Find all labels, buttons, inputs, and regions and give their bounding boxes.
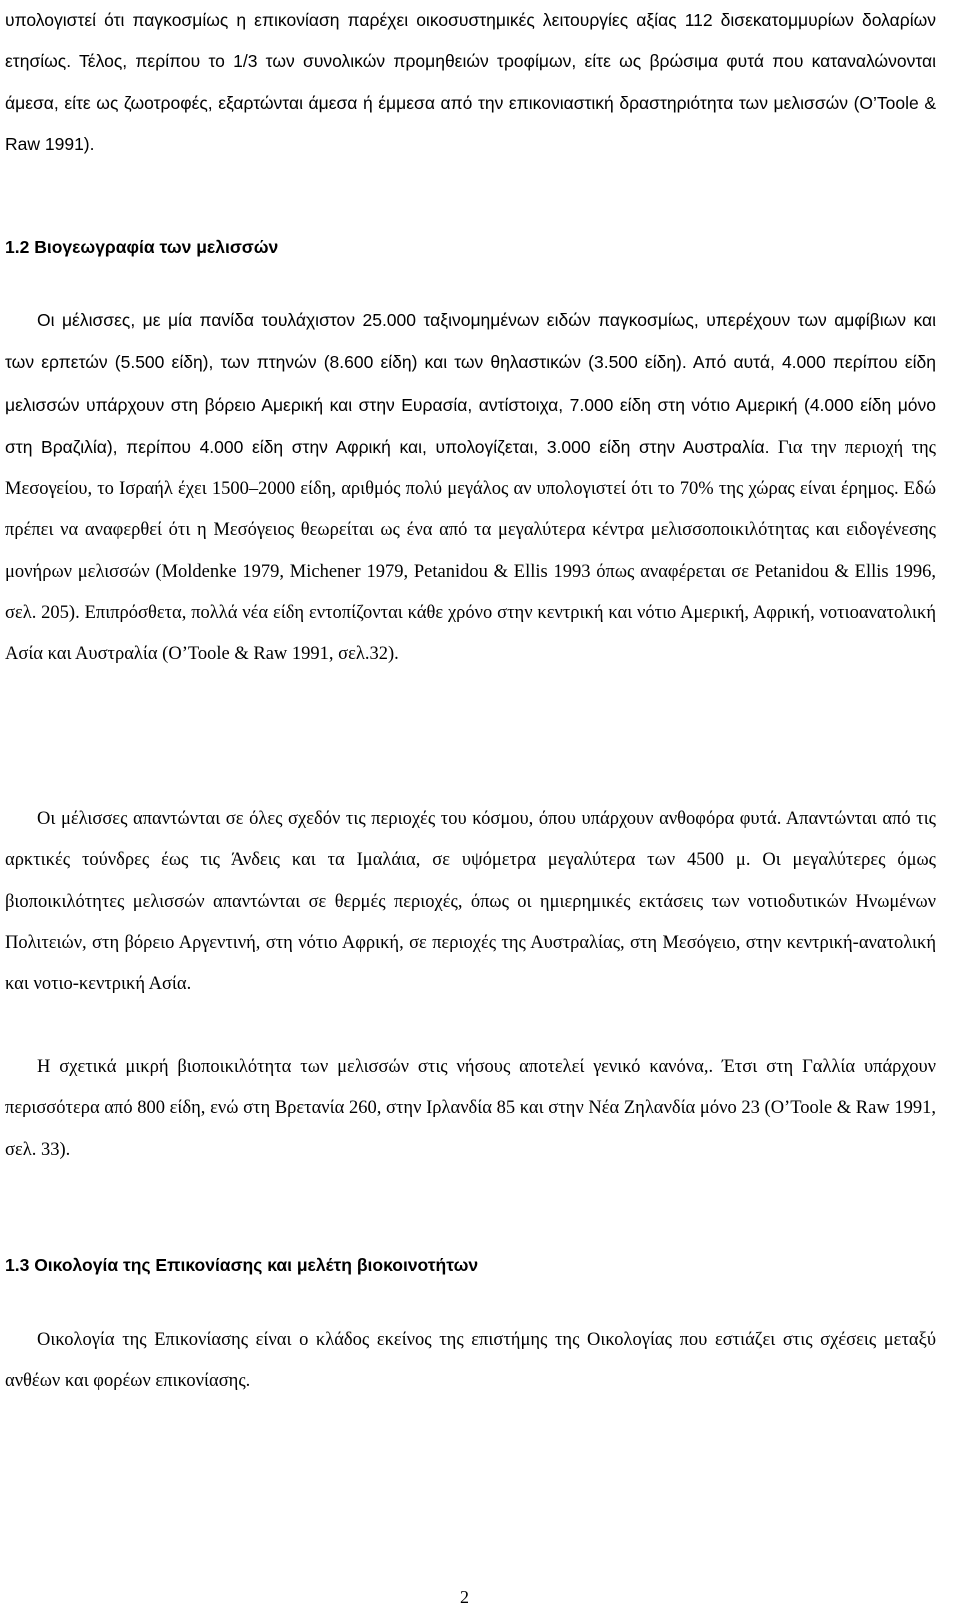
section-1-3-paragraph-1: Οικολογία της Επικονίασης είναι ο κλάδος εκείνος της επιστήμης της Οικολογίας που εστιάζει στις σχέσεις μεταξύ ανθέων και φορέων επικονίασης. [5,1330,936,1392]
section-1-2-paragraph-1 [5,300,936,676]
section-1-2-paragraph-1-serif-part: Για την περιοχή της Μεσογείου, το Ισραήλ έχει 1500–2000 είδη, αριθμός πολύ μεγάλος αν υπολογιστεί ότι το 70% της χώρας είναι έρημος. Εδώ πρέπει να αναφερθεί ότι η Μεσόγειος θεωρείται ως ένα από τα μεγαλύτερα κέντρα μελισσοποικιλότητας και ειδογένεσης μονήρων μελισσών (Moldenke 1979, Michener 1979, Petanidou & Ellis 1993 όπως αναφέρεται σε Petanidou & Ellis 1996, σελ. 205). Επιπρόσθετα, πολλά νέα είδη εντοπίζονται κάθε χρόνο στην κεντρική και νότιο Αμερική, Αφρική, νοτιοανατολική Ασία και Αυστραλία (O’Toole & Raw 1991, σελ.32). [5,437,937,665]
intro-paragraph-text: υπολογιστεί ότι παγκοσμίως η επικονίαση παρέχει οικοσυστημικές λειτουργίες αξίας 112 δισεκατομμυρίων δολαρίων ετησίως. Τέλος, περίπου το 1/3 των συνολικών προμηθειών τροφίμων, είτε ως βρώσιμα φυτά που καταναλώνονται άμεσα, είτε ως ζωοτροφές, εξαρτώνται άμεσα ή έμμεσα από την επικονιαστική δραστηριότητα των μελισσών (O’Toole & Raw 1991). [5,10,936,154]
section-1-2-paragraph-3: Η σχετικά μικρή βιοποικιλότητα των μελισσών στις νήσους αποτελεί γενικό κανόνα,. Έτσι στη Γαλλία υπάρχουν περισσότερα από 800 είδη, ενώ στη Βρετανία 260, στην Ιρλανδία 85 και στην Νέα Ζηλανδία μόνο 23 (O’Toole & Raw 1991, σελ. 33). [5,1057,936,1160]
intro-paragraph [5,0,936,165]
section-1-2-paragraph-1-sans-part: Οι μέλισσες, με μία πανίδα τουλάχιστον 25.000 ταξινομημένων ειδών παγκοσμίως, υπερέχουν των αμφίβιων και των ερπετών (5.500 είδη), των πτηνών (8.600 είδη) και των θηλαστικών (3.500 είδη). Από αυτά, 4.000 περίπου είδη μελισσών υπάρχουν στη βόρειο Αμερική και στην Ευρασία, αντίστοιχα, 7.000 είδη στη νότιο Αμερική (4.000 είδη μόνο στη Βραζιλία), περίπου 4.000 είδη στην Αφρική και, υπολογίζεται, 3.000 είδη στην Αυστραλία. [5,310,936,457]
section-1-2-paragraph-2: Οι μέλισσες απαντώνται σε όλες σχεδόν τις περιοχές του κόσμου, όπου υπάρχουν ανθοφόρα φυτά. Απαντώνται από τις αρκτικές τούνδρες έως τις Άνδεις και τα Ιμαλάια, σε υψόμετρα μεγαλύτερα των 4500 μ. Οι μεγαλύτερες όμως βιοποικιλότητες μελισσών απαντώνται σε θερμές περιοχές, όπως οι ημιερημικές εκτάσεις των νοτιοδυτικών Ηνωμένων Πολιτειών, στη βόρειο Αργεντινή, στη νότιο Αφρική, σε περιοχές της Αυστραλίας, στη Μεσόγειο, στην κεντρική-ανατολική και νοτιο-κεντρική Ασία. [5,809,936,995]
section-heading-1-3: 1.3 Οικολογία της Επικονίασης και μελέτη βιοκοινοτήτων [5,1255,479,1275]
section-heading-1-2: 1.2 Βιογεωγραφία των μελισσών [5,237,279,257]
page-number: 2 [460,1587,469,1607]
